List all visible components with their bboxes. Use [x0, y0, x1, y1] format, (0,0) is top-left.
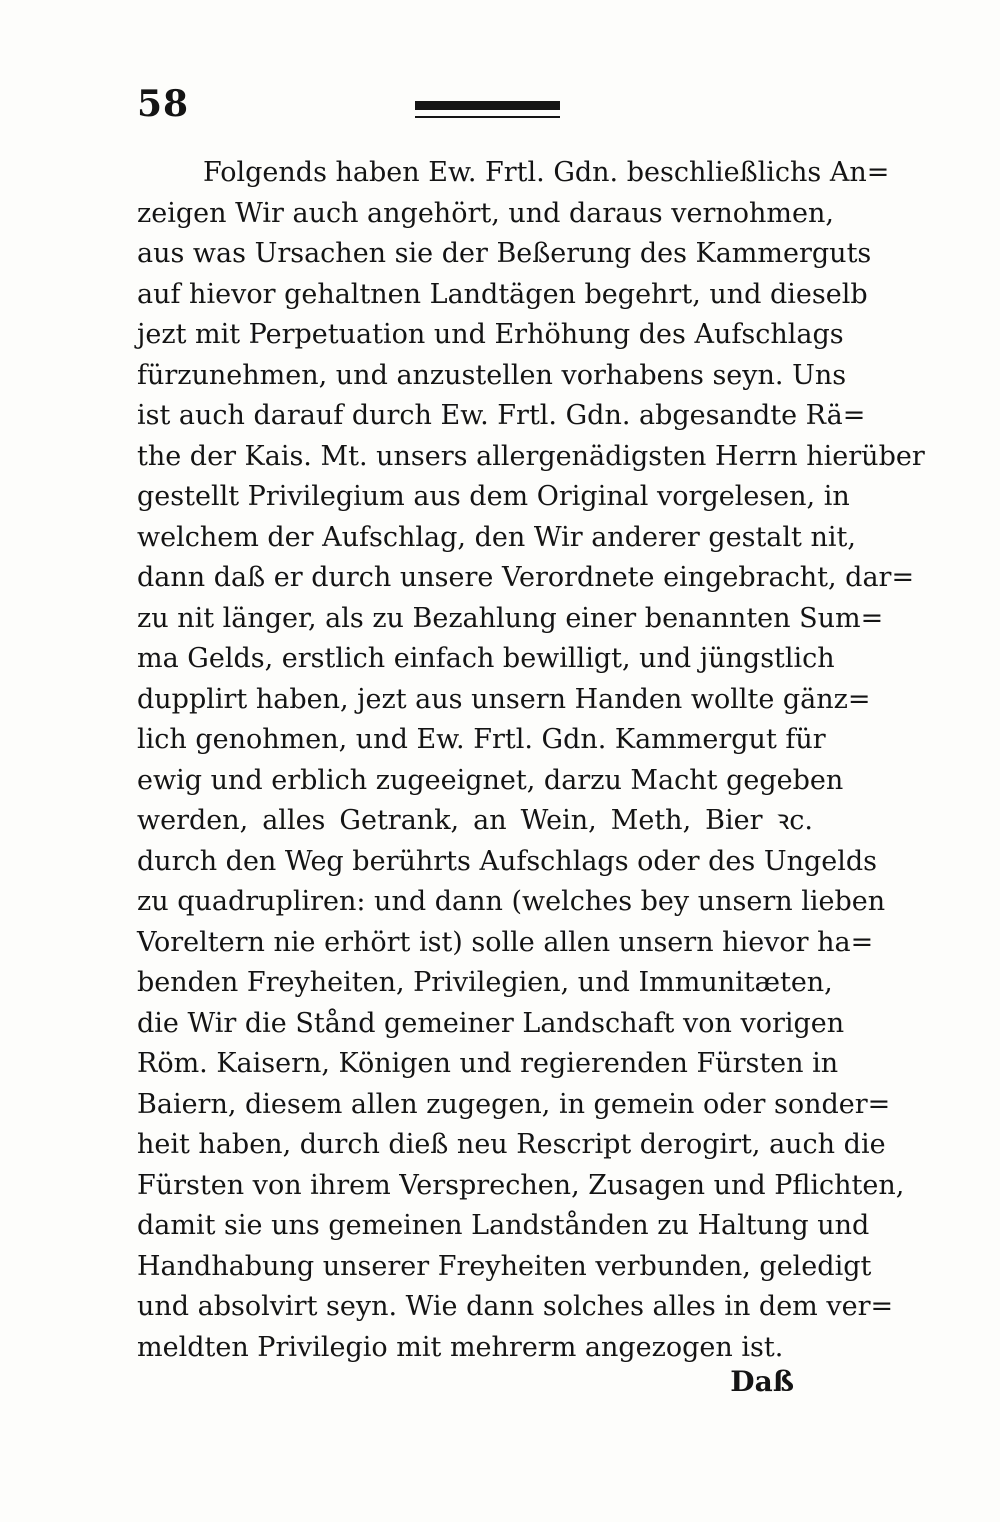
header-rule: [415, 101, 560, 118]
page-number: 58: [137, 83, 190, 125]
text-line: durch den Weg berührts Aufschlags oder des Ungelds: [137, 845, 878, 877]
text-line: damit sie uns gemeinen Landstånden zu Haltung und: [137, 1210, 870, 1241]
text-line: werden, alles Getrank, an Wein, Meth, Bier ꝛc.: [137, 805, 813, 836]
text-line: Baiern, diesem allen zugegen, in gemein oder sonder=: [137, 1088, 891, 1120]
text-line: the der Kais. Mt. unsers allergenädigsten Herrn hierüber: [137, 440, 925, 472]
text-line: welchem der Aufschlag, den Wir anderer gestalt nit,: [137, 521, 856, 553]
text-line: und absolvirt seyn. Wie dann solches alles in dem ver=: [137, 1291, 894, 1322]
text-line: dann daß er durch unsere Verordnete eingebracht, dar=: [137, 562, 915, 593]
text-line: zu quadrupliren: und dann (welches bey unsern lieben: [137, 886, 886, 917]
text-line: benden Freyheiten, Privilegien, und Immunitæten,: [137, 967, 833, 998]
text-line: auf hievor gehaltnen Landtägen begehrt, und dieselb: [137, 278, 868, 310]
text-line: zeigen Wir auch angehört, und daraus vernohmen,: [137, 197, 834, 229]
text-line: ewig und erblich zugeeignet, darzu Macht gegeben: [137, 764, 844, 796]
text-line: gestellt Privilegium aus dem Original vorgelesen, in: [137, 481, 850, 512]
text-line: zu nit länger, als zu Bezahlung einer benannten Sum=: [137, 602, 884, 634]
header-rule-thick: [415, 101, 560, 110]
text-line: jezt mit Perpetuation und Erhöhung des Aufschlags: [137, 319, 844, 350]
text-line: die Wir die Stånd gemeiner Landschaft von vorigen: [137, 1007, 845, 1039]
header-rule-thin: [415, 116, 560, 118]
text-line: Voreltern nie erhört ist) solle allen unsern hievor ha=: [137, 926, 874, 958]
text-line: Folgends haben Ew. Frtl. Gdn. beschließlichs An=: [203, 157, 890, 188]
text-line: ma Gelds, erstlich einfach bewilligt, und jüngstlich: [137, 643, 835, 674]
text-line: ist auch darauf durch Ew. Frtl. Gdn. abgesandte Rä=: [137, 400, 866, 431]
text-line: Fürsten von ihrem Versprechen, Zusagen und Pflichten,: [137, 1169, 905, 1201]
body-text: [137, 153, 925, 1368]
text-line: heit haben, durch dieß neu Rescript derogirt, auch die: [137, 1129, 886, 1160]
text-line: fürzunehmen, und anzustellen vorhabens seyn. Uns: [137, 359, 847, 391]
catchword: Daß: [730, 1365, 794, 1398]
text-line: Handhabung unserer Freyheiten verbunden, geledigt: [137, 1250, 872, 1282]
text-line: meldten Privilegio mit mehrerm angezogen ist.: [137, 1331, 784, 1363]
text-line: Röm. Kaisern, Königen und regierenden Fürsten in: [137, 1048, 839, 1079]
text-line: aus was Ursachen sie der Beßerung des Kammerguts: [137, 238, 872, 269]
text-line: lich genohmen, und Ew. Frtl. Gdn. Kammergut für: [137, 724, 826, 755]
text-line: dupplirt haben, jezt aus unsern Handen wollte gänz=: [137, 683, 871, 715]
